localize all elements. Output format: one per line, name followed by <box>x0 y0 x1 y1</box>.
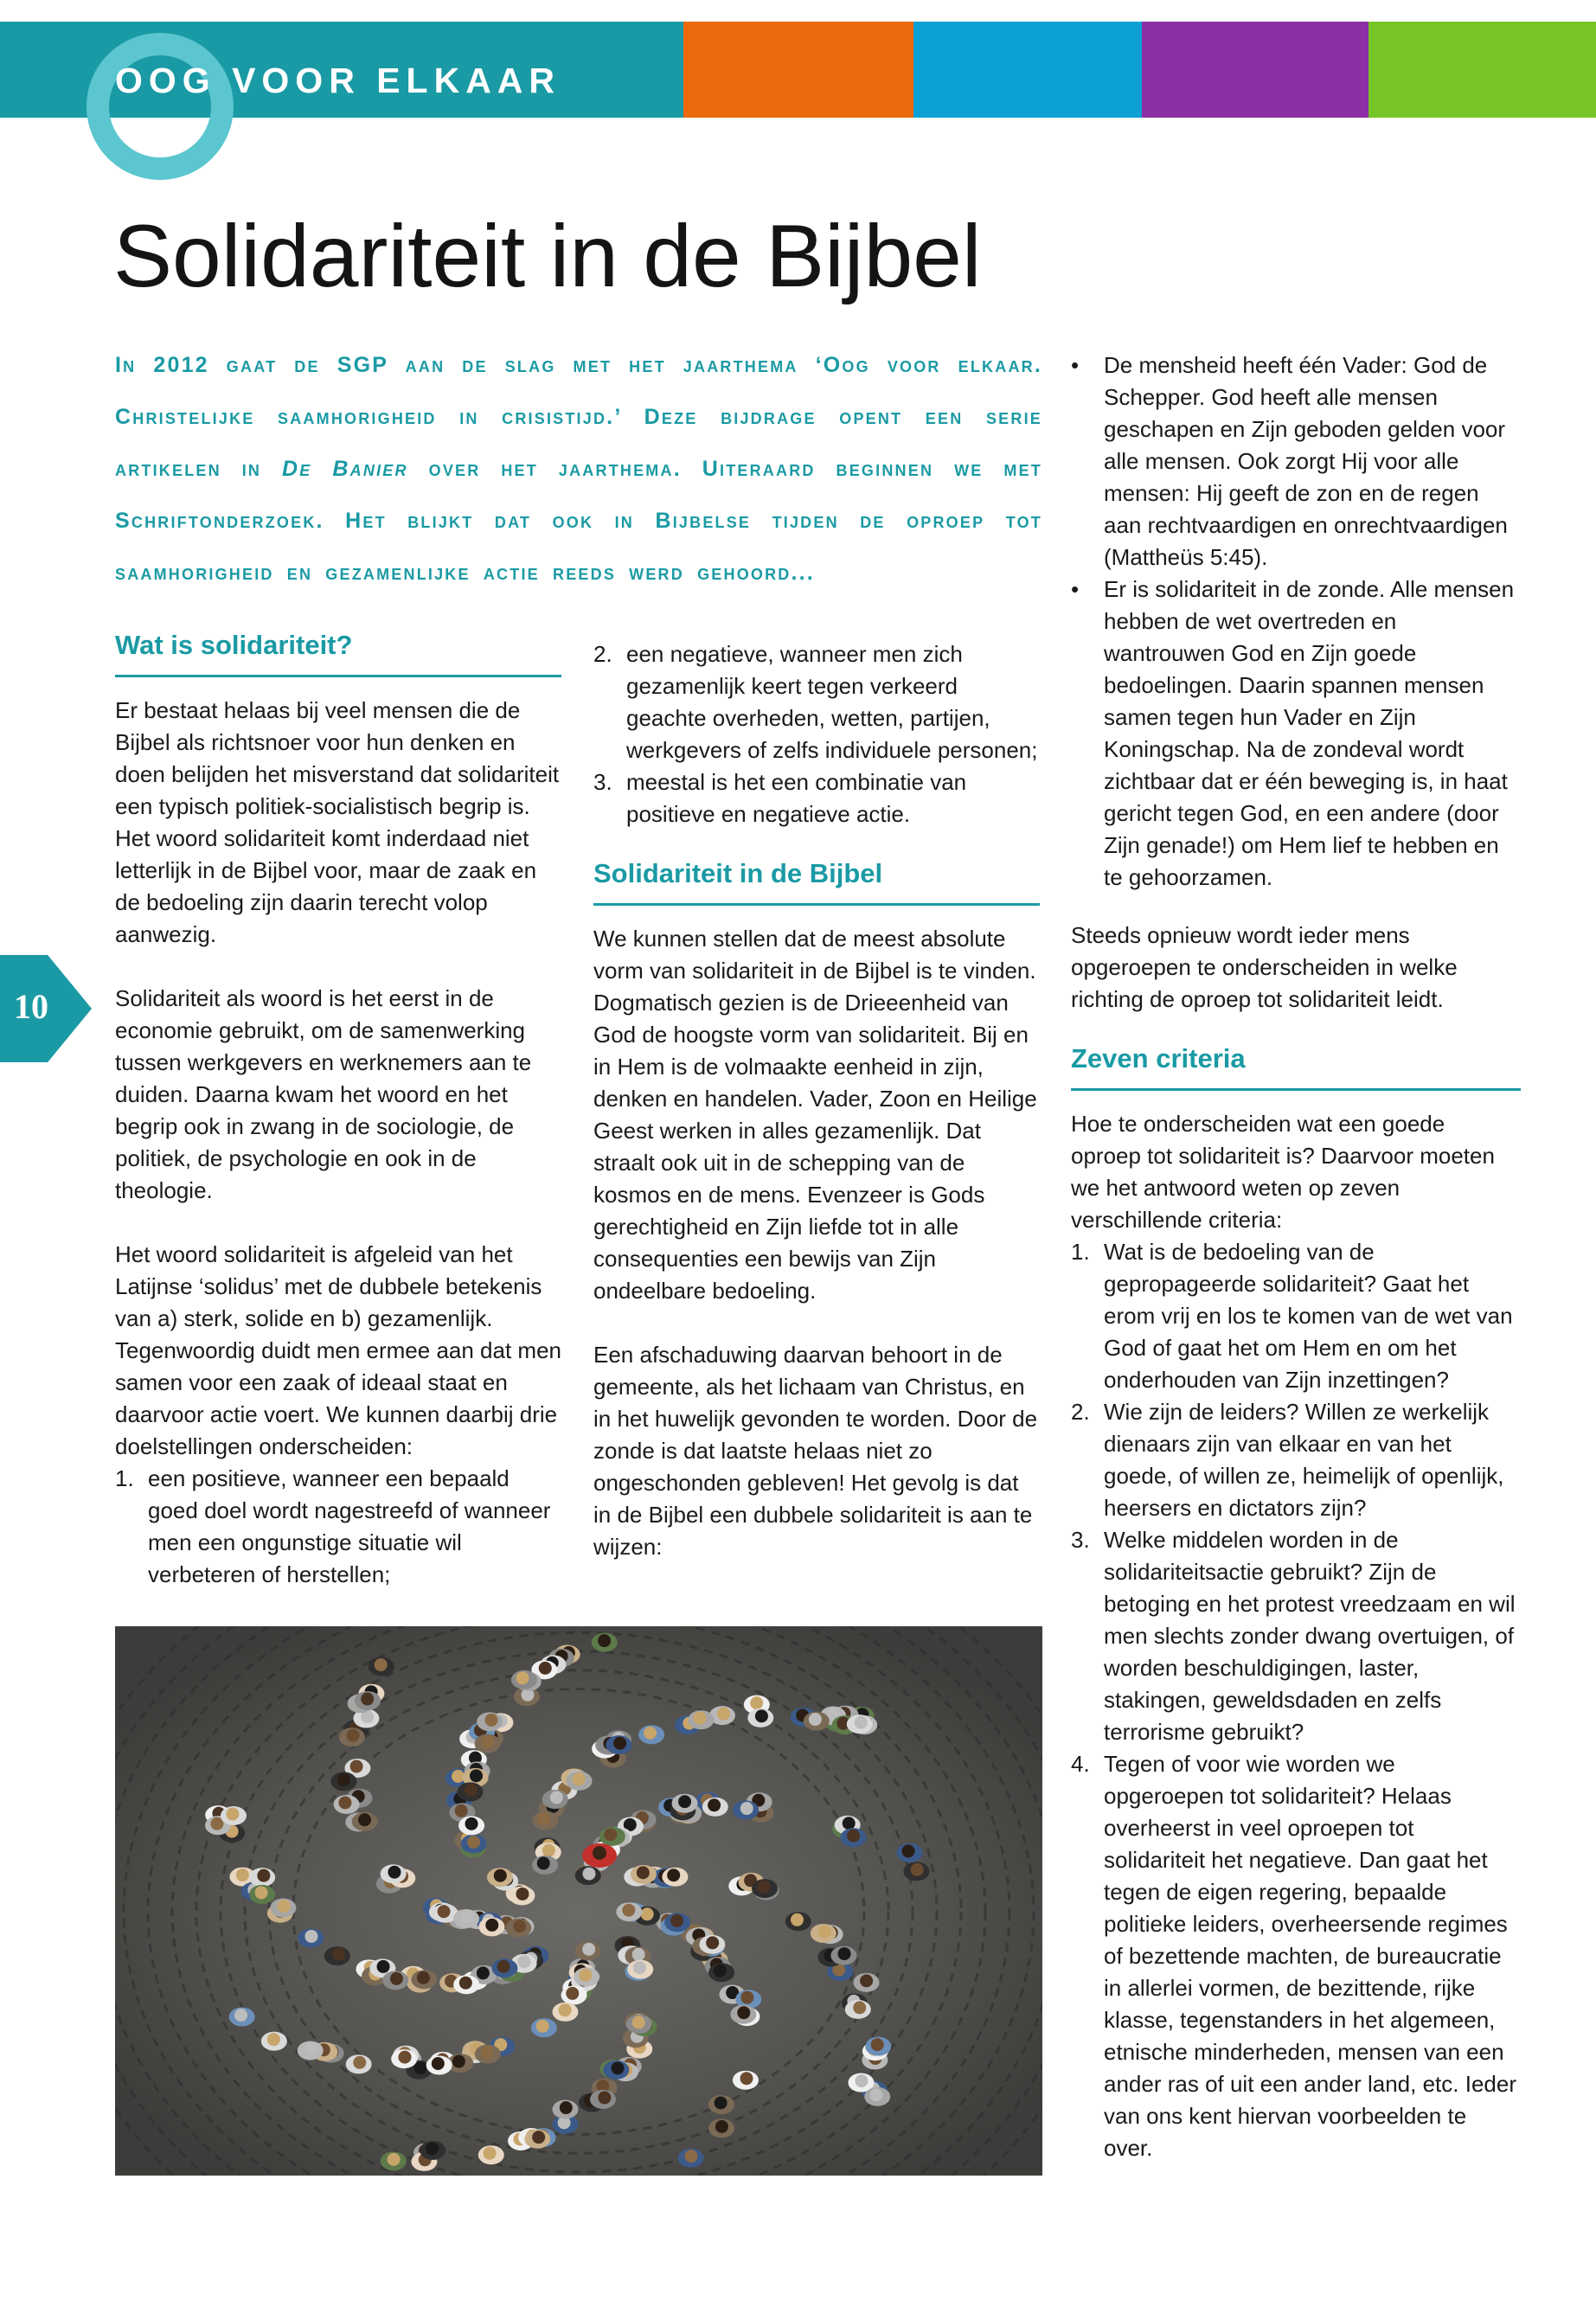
paragraph: We kunnen stellen dat de meest absolute vorm van solidariteit in de Bijbel is te vinden. Dogmatisch gezien is de Drieeenheid van God de hoogste vorm van solidariteit. Bij en in Hem is de volmaakte eenheid in zijn, denken en handelen. Vader, Zoon en Heilige Geest werken in alles gezamenlijk. Dat straalt ook uit in de schepping van de kosmos en de mens. Evenzeer is Gods gerechtigheid en Zijn liefde tot in alle consequenties een bewijs van Zijn ondeelbare bedoeling. <box>593 926 1037 1304</box>
crowd-person <box>249 1868 275 1887</box>
list-item <box>593 638 1040 766</box>
list-number: 4. <box>1071 1751 1090 1777</box>
crowd-person <box>487 1868 513 1887</box>
crowd-person <box>574 1967 599 1986</box>
crowd-person <box>221 1806 247 1825</box>
crowd-person <box>552 2100 578 2119</box>
crowd-person <box>511 1670 537 1689</box>
crowd-person <box>672 1794 698 1813</box>
crowd-person <box>804 1712 830 1731</box>
crowd-person <box>391 2049 417 2068</box>
crowd-person <box>854 1973 880 1992</box>
crowd-person <box>542 1790 568 1809</box>
crowd-person <box>592 1633 618 1652</box>
crowd-person <box>688 1710 714 1729</box>
goals-list-continued <box>593 638 1040 830</box>
series-logo-ring <box>87 33 234 180</box>
crowd-person <box>458 1816 484 1835</box>
bullet-item <box>1071 349 1521 574</box>
crowd-person <box>627 1960 653 1979</box>
crowd-person <box>730 2005 756 2024</box>
list-item-text: Wat is de bedoeling van de gepropageerde solidariteit? Gaat het erom vrij en los te komen van de wet van God of gaat het om Hem en om het onderhouden van Zijn inzettingen? <box>1104 1239 1513 1393</box>
crowd-person <box>330 1772 356 1791</box>
list-number: 3. <box>1071 1527 1090 1553</box>
criteria-list <box>1071 1236 1521 2164</box>
crowd-person <box>475 1734 501 1753</box>
crowd-person <box>903 1862 929 1881</box>
paragraph: Steeds opnieuw wordt ieder mens opgeroepen te onderscheiden in welke richting de oproep tot solidariteit leidt. <box>1071 922 1458 1012</box>
crowd-person <box>355 1691 381 1710</box>
crowd-person <box>702 1798 728 1817</box>
list-item-text: een positieve, wanneer een bepaald goed doel wordt nagestreefd of wanneer men een ongunstige situatie wil verbeteren of herstellen; <box>148 1465 551 1587</box>
list-number: 2. <box>593 641 612 667</box>
crowd-person <box>229 2008 255 2027</box>
crowd-person <box>733 1801 759 1820</box>
list-item-text: meestal is het een combinatie van positieve en negatieve actie. <box>626 769 967 827</box>
intro-lead <box>115 339 1042 599</box>
crowd-person <box>699 1935 725 1954</box>
crowd-person <box>840 1828 866 1847</box>
crowd-person <box>532 1811 558 1830</box>
bullet-mark: • <box>1071 352 1080 378</box>
solidarity-bullets <box>1071 349 1521 894</box>
crowd-person <box>381 2151 407 2170</box>
crowd-person <box>477 1712 503 1731</box>
crowd-person <box>382 1971 408 1990</box>
page-number: 10 <box>14 987 48 1026</box>
crowd-person <box>603 2061 629 2080</box>
intro-publication: De Banier <box>282 457 408 481</box>
crowd-person <box>505 1919 531 1938</box>
section-heading-wat-is-solidariteit: Wat is solidariteit? <box>115 628 561 677</box>
bullet-text: De mensheid heeft één Vader: God de Schepper. God heeft alle mensen geschapen en Zijn geboden gelden voor alle mensen. Ook zorgt Hij voor alle mensen: Hij geeft de zon en de regen aan rechtvaardigen en onrechtvaardigen (Mattheüs 5:45). <box>1104 352 1508 570</box>
paragraph: Er bestaat helaas bij veel mensen die de Bijbel als richtsnoer voor hun denken en doen belijden het misverstand dat solidariteit een typisch politiek-socialistisch begrip is. Het woord solidariteit komt inderdaad niet letterlijk in de Bijbel voor, maar de zaak en de bedoeling zijn daarin terecht volop aanwezig. <box>115 697 560 947</box>
column-1 <box>115 628 561 1591</box>
crowd-person <box>662 1868 688 1887</box>
crowd-person <box>865 2037 891 2056</box>
list-item <box>1071 1396 1521 1524</box>
crowd-person <box>461 1834 487 1853</box>
crowd-person <box>426 2056 452 2075</box>
crowd-person <box>567 1772 593 1791</box>
crowd-person <box>261 2032 287 2051</box>
crowd-person <box>352 1812 378 1831</box>
crowd-person <box>346 2054 372 2073</box>
crowd-person <box>785 1912 811 1931</box>
crowd-person <box>811 1924 836 1943</box>
crowd-person <box>381 1864 407 1883</box>
list-number: 2. <box>1071 1399 1090 1425</box>
crowd-person <box>453 1909 479 1928</box>
crowd-person <box>664 1913 690 1932</box>
crowd-person <box>747 1708 773 1727</box>
crowd-person <box>478 2145 504 2164</box>
crowd-person <box>847 1715 873 1734</box>
band-segment-purple <box>1142 22 1368 118</box>
crowd-person <box>478 1917 504 1936</box>
crowd-person <box>458 1782 484 1801</box>
crowd-person <box>524 2130 550 2149</box>
crowd-person <box>678 2149 704 2168</box>
paragraph: Een afschaduwing daarvan behoort in de gemeente, als het lichaam van Christus, en in het huwelijk gevonden te worden. Door de zonde is dat laatste helaas niet zo ongeschonden gebleven! Het gevolg is dat in de Bijbel een dubbele solidariteit is aan te wijzen: <box>593 1342 1038 1560</box>
crowd-person <box>298 1928 324 1947</box>
paragraph: Solidariteit als woord is het eerst in de economie gebruikt, om de samenwerking tussen werkgevers en werknemers aan te duiden. Daarna kwam het woord en het begrip ook in zwang in de sociologie, de politiek, de psychologie en ook in de theologie. <box>115 985 532 1203</box>
page-title: Solidariteit in de Bijbel <box>113 207 982 305</box>
band-segment-blue <box>913 22 1142 118</box>
crowd-person <box>491 1958 517 1977</box>
crowd-person <box>708 2118 734 2138</box>
list-number: 1. <box>115 1465 134 1491</box>
paragraph: Hoe te onderscheiden wat een goede oproep tot solidariteit is? Daarvoor moeten we het antwoord weten op zeven verschillende criteria: <box>1071 1111 1495 1233</box>
crowd-person <box>475 2045 501 2064</box>
band-segment-orange <box>683 22 913 118</box>
list-item-text: Welke middelen worden in de solidariteitsactie gebruikt? Zijn de betoging en het protest vreedzaam en wil men slechts zonder dwang overtuigen, of worden beschuldigingen, laster, stakingen, geweldsdaden en zelfs terrorisme gebruikt? <box>1104 1527 1516 1745</box>
list-item-text: Tegen of voor wie worden we opgeroepen tot solidariteit? Helaas overheerst in veel oproepen tot solidariteit het negatieve. Dan gaat het tegen de eigen regering, bepaalde politieke leiders, overheersende regimes of bezettende machten, de bureaucratie in allerlei vormen, de bezittende, rijke klasse, tegenstanders in het algemeen, etnische minderheden, mensen van een ander ras of uit een ander land, etc. Ieder van ons kent hiervan voorbeelden te over. <box>1104 1751 1516 2161</box>
crowd-person <box>845 2000 871 2019</box>
crowd-person <box>631 1865 657 1884</box>
crowd-person <box>896 1843 922 1862</box>
crowd-person <box>531 2018 557 2037</box>
list-item-text: een negatieve, wanneer men zich gezamenlijk keert tegen verkeerd geachte overheden, wetten, partijen, werkgevers of zelfs individuele personen; <box>626 641 1038 763</box>
crowd-person-center <box>582 1843 617 1868</box>
section-heading-zeven-criteria: Zeven criteria <box>1071 1042 1521 1091</box>
series-title: OOG VOOR ELKAAR <box>115 61 561 100</box>
list-item <box>1071 1236 1521 1396</box>
crowd-person <box>561 1985 587 2004</box>
crowd-person <box>334 1795 360 1814</box>
crowd-person <box>752 1879 778 1898</box>
list-item <box>593 766 1040 830</box>
column-3 <box>1071 349 1521 2164</box>
list-item <box>1071 1748 1521 2164</box>
crowd-person <box>552 2003 578 2022</box>
bullet-item <box>1071 574 1521 894</box>
paragraph: Het woord solidariteit is afgeleid van het Latijnse ‘solidus’ met de dubbele betekenis van a) sterk, solide en b) gezamenlijk. Tegenwoordig duidt men ermee aan dat men samen voor een zaak of ideaal staat en daarvoor actie voert. We kunnen daarbij drie doelstellingen onderscheiden: <box>115 1241 561 1459</box>
crowd-person <box>575 1866 601 1885</box>
crowd-person <box>616 1902 642 1921</box>
list-number: 3. <box>593 769 612 795</box>
bullet-mark: • <box>1071 576 1080 602</box>
list-item-text: Wie zijn de leiders? Willen ze werkelijk dienaars zijn van elkaar en van het goede, of willen ze, heimelijk of openlijk, heersers en dictators zijn? <box>1104 1399 1504 1521</box>
crowd-person <box>606 1735 631 1754</box>
bullet-text: Er is solidariteit in de zonde. Alle mensen hebben de wet overtreden en wantrouwen God en Zijn goede bedoelingen. Daarin spannen mensen samen tegen hun Vader en Zijn Koningschap. Na de zondeval wordt zichtbaar dat er één beweging is, in haat gericht tegen God, en een andere (door Zijn genade!) om Hem lief te hebben en te gehoorzamen. <box>1104 576 1515 890</box>
crowd-person <box>830 1946 856 1965</box>
crowd-person <box>599 1827 625 1846</box>
crowd-photo-illustration <box>115 1626 1042 2176</box>
crowd-person <box>509 1886 535 1905</box>
crowd-person <box>298 2041 324 2060</box>
section-heading-solidariteit-in-de-bijbel: Solidariteit in de Bijbel <box>593 856 1040 906</box>
crowd-person <box>339 1727 365 1747</box>
crowd-person <box>626 2015 652 2034</box>
band-segment-green <box>1368 22 1596 118</box>
crowd-person <box>733 2071 759 2090</box>
crowd-person <box>453 1975 479 1994</box>
crowd-person <box>638 1725 664 1744</box>
crowd-person <box>270 1899 296 1918</box>
list-item <box>1071 1524 1521 1748</box>
crowd-person <box>249 1885 275 1904</box>
crowd-person <box>708 2095 734 2114</box>
crowd-person <box>864 2087 890 2106</box>
intro-text-before: In 2012 gaat de SGP aan de slag met het jaarthema ‘Oog voor elkaar. Christelijke saamhorigheid in crisistijd.’ Deze bijdrage opent een serie artikelen in <box>115 353 1042 481</box>
goals-list <box>115 1463 561 1591</box>
crowd-person <box>324 1946 350 1965</box>
crowd-person <box>532 1856 558 1875</box>
crowd-person <box>590 2090 616 2109</box>
intro-text-after: over het jaarthema. Uiteraard beginnen we met Schriftonderzoek. Het blijkt dat ook in Bijbelse tijden de oproep tot saamhorigheid en gezamenlijke actie reeds werd gehoord... <box>115 457 1042 585</box>
crowd-person <box>420 2141 445 2160</box>
crowd-person <box>574 1941 600 1960</box>
column-2 <box>593 638 1040 1563</box>
crowd-photo <box>115 1626 1042 2176</box>
crowd-person <box>369 1657 394 1676</box>
crowd-person <box>708 1963 734 1982</box>
list-item <box>115 1463 561 1591</box>
crowd-person <box>411 1970 437 1989</box>
list-number: 1. <box>1071 1239 1090 1265</box>
